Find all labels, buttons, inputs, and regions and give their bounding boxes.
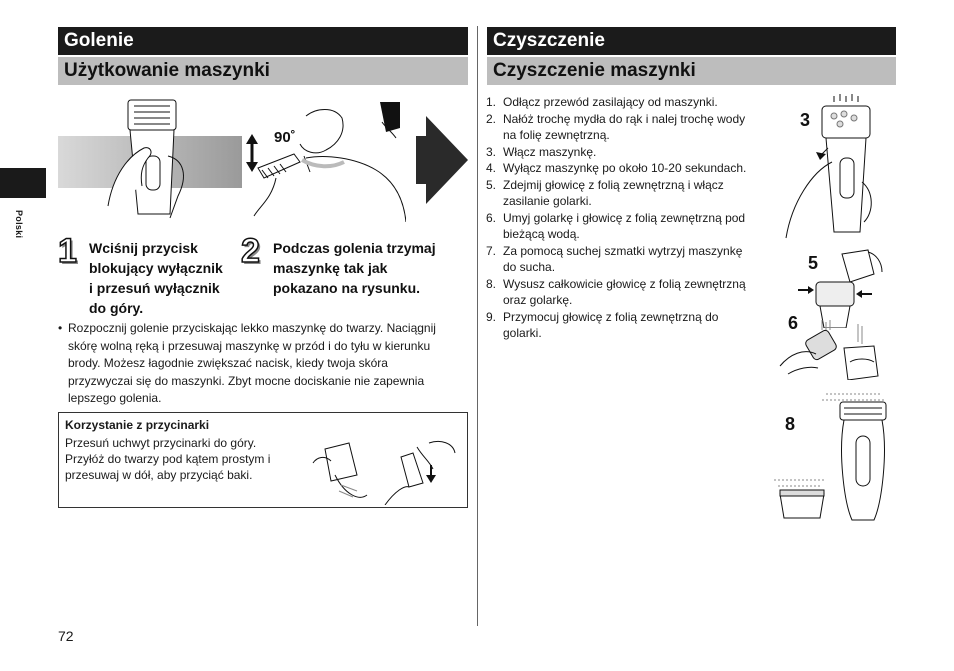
trimmer-title: Korzystanie z przycinarki [65,418,210,432]
list-item: 4. Wyłącz maszynkę po około 10-20 sekundach. [486,161,747,175]
step-1-text: Wciśnij przycisk blokujący wyłącznik i przesuń wyłącznik do góry. [89,240,223,316]
step-2-text: Podczas golenia trzymaj maszynkę tak jak pokazano na rysunku. [273,240,436,296]
trimmer-info-box: Korzystanie z przycinarki Przesuń uchwyt przycinarki do góry. Przyłóż do twarzy pod kątem prostym i przesuwaj w dół, aby przyciąć baki. [58,412,468,508]
step-1-number: 1 [58,232,77,270]
list-item: 7. Za pomocą suchej szmatki wytrzyj maszynkę do sucha. [486,243,743,274]
figure-label-3: 3 [800,110,811,130]
trimmer-illustration [305,435,461,505]
section-title-shaving: Golenie [58,27,468,55]
list-item: 1. Odłącz przewód zasilający od maszynki. [486,95,718,109]
subsection-title-usage: Użytkowanie maszynki [58,57,468,85]
step-2-number: 2 [241,232,260,270]
list-item: 9. Przymocuj głowicę z folią zewnętrzną do golarki. [486,309,719,340]
list-item: 6. Umyj golarkę i głowicę z folią zewnętrzną pod bieżącą wodą. [486,210,746,241]
figure-3-illustration [782,92,878,242]
list-item: 5. Zdejmij głowicę z folią zewnętrzną i włącz zasilanie golarki. [486,177,724,208]
language-label: Polski [14,210,24,239]
list-item: 2. Nałóż trochę mydła do rąk i nalej trochę wody na folię zewnętrzną. [486,111,746,142]
list-item: 8. Wysusz całkowicie głowicę z folią zewnętrzną oraz golarkę. [486,276,746,307]
subsection-title-cleaning-shaver: Czyszczenie maszynki [487,57,896,85]
list-item: 3. Włącz maszynkę. [486,144,597,159]
section-title-cleaning: Czyszczenie [487,27,896,55]
column-divider [477,26,478,626]
bullet-mark: • [58,321,63,335]
next-arrow-icon [416,116,468,204]
figure-label-6: 6 [788,313,799,333]
language-tab-marker [0,168,46,198]
figure-8-illustration [770,392,890,524]
figure-5-illustration [798,246,884,328]
shaving-neck-illustration [246,98,406,222]
cleaning-steps-list [486,94,758,342]
figure-label-8: 8 [785,414,796,434]
figure-label-5: 5 [808,253,819,273]
page-number: 72 [58,628,74,644]
angle-label: 90˚ [274,129,296,146]
shaver-switch-illustration [58,96,248,220]
figure-6-illustration [778,318,886,380]
shaving-tip-paragraph: • Rozpocznij golenie przyciskając lekko maszynkę do twarzy. Naciągnij skórę wolną ręką i przesuwaj maszynkę w przód i do tyłu w kierunku brody. Możesz łagodnie zwiększać nacisk, kiedy twoja skóra przyzwyczai się do maszynki. Zbyt mocne dociskanie nie zapewnia lepszego golenia. [58,321,436,405]
